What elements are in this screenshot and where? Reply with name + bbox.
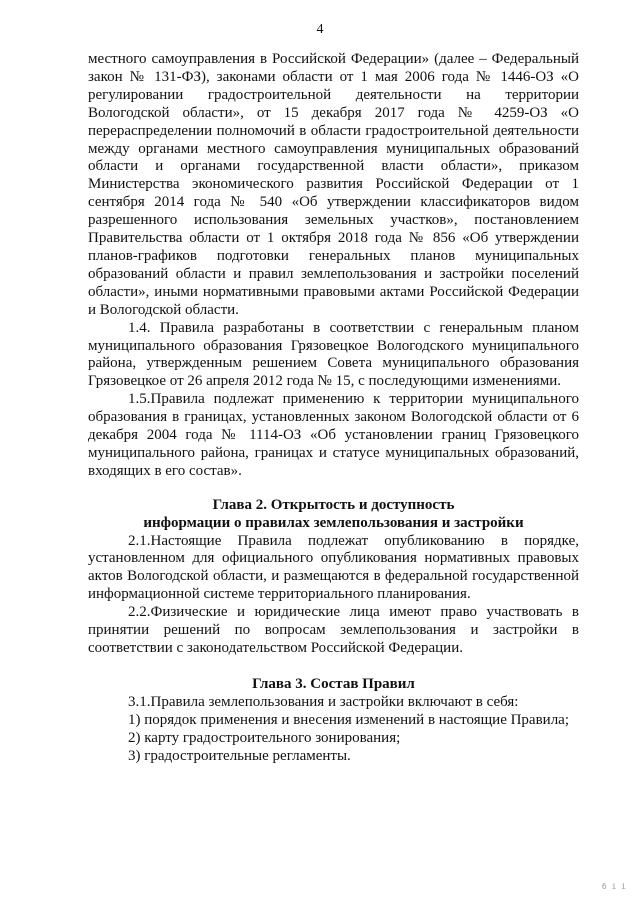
page-number: 4 bbox=[316, 22, 324, 37]
paragraph-3-1: 3.1.Правила землепользования и застройки включают в себя: bbox=[128, 693, 519, 710]
paragraph-ch1-continuation: местного самоуправления в Российской Федерации» (далее – Федеральный закон № 131-ФЗ), законами области от 1 мая 2006 года № 1446-ОЗ «О регулировании градостроительной деятельности на территории Вологодской области», от 15 декабря 2017 года № 4259-ОЗ «О перераспределении полномочий в области градостроительной деятельности между органами местного самоуправления муниципальных образований области и органами государственной власти области», приказом Министерства экономического развития Российской Федерации от 1 сентября 2014 года № 540 «Об утверждении классификаторов видом разрешенного использования земельных участков», постановлением Правительства области от 1 октября 2018 года № 856 «Об утверждении планов-графиков подготовки генеральных планов муниципальных образований области и правил землепользования и застройки поселений области», иными нормативными правовыми актами Российской Федерации и Вологодской области. bbox=[88, 51, 579, 318]
paragraph-2-1: 2.1.Настоящие Правила подлежат опубликованию в порядке, установленном для официального опубликования нормативных правовых актов Вологодской области, и размещаются в федеральной государственной информационной системе территориального планирования. bbox=[88, 532, 579, 603]
document-body bbox=[88, 51, 579, 765]
corner-mark: б і і bbox=[601, 882, 626, 891]
chapter-2-title-line-1: Глава 2. Открытость и доступность bbox=[212, 496, 455, 513]
list-item-3: 3) градостроительные регламенты. bbox=[128, 747, 351, 764]
chapter-3-title: Глава 3. Состав Правил bbox=[252, 675, 415, 692]
chapter-2-title-line-2: информации о правилах землепользования и застройки bbox=[143, 514, 524, 531]
list-item-1: 1) порядок применения и внесения изменений в настоящие Правила; bbox=[128, 711, 570, 728]
list-item-2: 2) карту градостроительного зонирования; bbox=[128, 729, 401, 746]
paragraph-2-2: 2.2.Физические и юридические лица имеют право участвовать в принятии решений по вопросам землепользования и застройки в соответствии с законодательством Российской Федерации. bbox=[88, 604, 579, 656]
paragraph-1-4: 1.4. Правила разработаны в соответствии с генеральным планом муниципального образования Грязовецкое Вологодского муниципального района, утвержденным решением Совета муниципального образования Грязовецкое от 26 апреля 2012 года № 15, с последующими изменениями. bbox=[88, 319, 579, 390]
paragraph-1-5: 1.5.Правила подлежат применению к территории муниципального образования в границах, установленных законом Вологодской области от 6 декабря 2004 года № 1114-ОЗ «Об установлении границ Грязовецкого муниципального района, границах и статусе муниципальных образований, входящих в его состав». bbox=[88, 391, 579, 479]
